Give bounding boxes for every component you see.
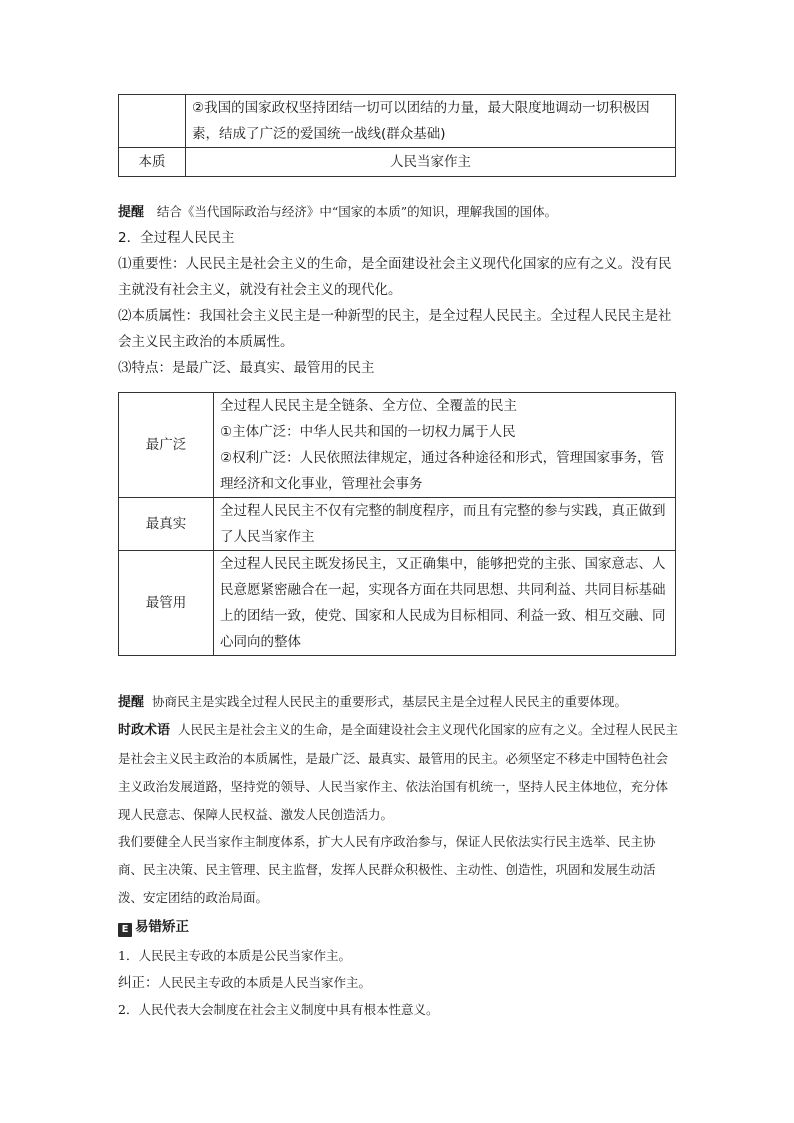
table-cell: 全过程人民民主既发扬民主，又正确集中，能够把党的主张、国家意志、人民意愿紧密融合在一起，实现各方面在共同思想、共同利益、共同目标基础上的团结一致，使党、国家和人民成为目标相同、利益一致、相互交融、同心同向的整体: [214, 551, 676, 656]
errors-heading: [118, 914, 678, 940]
cell-line: 全过程人民民主是全链条、全方位、全覆盖的民主: [220, 398, 517, 414]
table-row: [119, 95, 676, 148]
cell-line: ②权利广泛：人民依照法律规定，通过各种途径和形式，管理国家事务，管理经济和文化事业，管理社会事务: [220, 450, 665, 492]
table-row: [119, 498, 676, 551]
errors-heading-text: 易错矫正: [135, 919, 189, 935]
politics-text: 人民民主是社会主义的生命，是全面建设社会主义现代化国家的应有之义。全过程人民民主是社会主义民主政治的本质属性，是最广泛、最真实、最管用的民主。必须坚定不移走中国特色社会主义政治发展道路，坚持党的领导、人民当家作主、依法治国有机统一，坚持人民主体地位，充分体现人民意志、保障人民权益、激发人民创造活力。: [118, 722, 678, 822]
table-row: [119, 148, 676, 177]
features-table: [118, 392, 676, 656]
table-cell-label: 最广泛: [119, 393, 214, 498]
tip-paragraph: [118, 199, 678, 226]
politics-paragraph: [118, 716, 678, 829]
table-row: [119, 393, 676, 498]
correction-label: 纠正：: [118, 975, 159, 991]
tip-text: 结合《当代国际政治与经济》中“国家的本质”的知识，理解我国的国体。: [156, 204, 558, 219]
cell-line: ①主体广泛：中华人民共和国的一切权力属于人民: [220, 424, 516, 440]
error-item: 1．人民民主专政的本质是公民当家作主。: [118, 948, 351, 963]
tip-text: 协商民主是实践全过程人民民主的重要形式，基层民主是全过程人民民主的重要体现。: [151, 694, 627, 709]
table-cell-empty: [119, 95, 186, 148]
paragraph-importance: ⑴重要性：人民民主是社会主义的生命，是全面建设社会主义现代化国家的应有之义。没有民主就没有社会主义，就没有社会主义的现代化。: [118, 256, 672, 298]
state-power-table: [118, 94, 676, 177]
correction-text: 人民民主专政的本质是人民当家作主。: [158, 975, 372, 990]
table-cell: 全过程人民民主不仅有完整的制度程序，而且有完整的参与实践，真正做到了人民当家作主: [214, 498, 676, 551]
table-row: [119, 551, 676, 656]
tip-tag: 提醒: [118, 205, 145, 220]
paragraph-features: ⑶特点：是最广泛、最真实、最管用的民主: [118, 360, 375, 376]
tip-tag: 提醒: [118, 695, 145, 710]
table-cell-label: 本质: [119, 148, 186, 177]
table-cell: ②我国的国家政权坚持团结一切可以团结的力量，最大限度地调动一切积极因素，结成了广泛的爱国统一战线(群众基础): [186, 95, 676, 148]
table-cell-label: 最真实: [119, 498, 214, 551]
tip2-paragraph: [118, 688, 678, 717]
table-cell: [214, 393, 676, 498]
error-correction-icon: E: [118, 923, 132, 937]
paragraph-essence: ⑵本质属性：我国社会主义民主是一种新型的民主，是全过程人民民主。全过程人民民主是社会主义民主政治的本质属性。: [118, 308, 672, 350]
section-heading: 2．全过程人民民主: [118, 230, 235, 246]
correction-line: [118, 970, 678, 996]
politics-tag: 时政术语: [118, 723, 171, 738]
table-cell-label: 最管用: [119, 551, 214, 656]
page-content: [118, 94, 678, 1017]
error-item: 2．人民代表大会制度在社会主义制度中具有根本性意义。: [118, 1002, 439, 1017]
politics-paragraph-2: 我们要健全人民当家作主制度体系，扩大人民有序政治参与，保证人民依法实行民主选举、民主协商、民主决策、民主管理、民主监督，发挥人民群众积极性、主动性、创造性，巩固和发展生动活泼、安定团结的政治局面。: [118, 834, 656, 905]
table-cell: 人民当家作主: [186, 148, 676, 177]
